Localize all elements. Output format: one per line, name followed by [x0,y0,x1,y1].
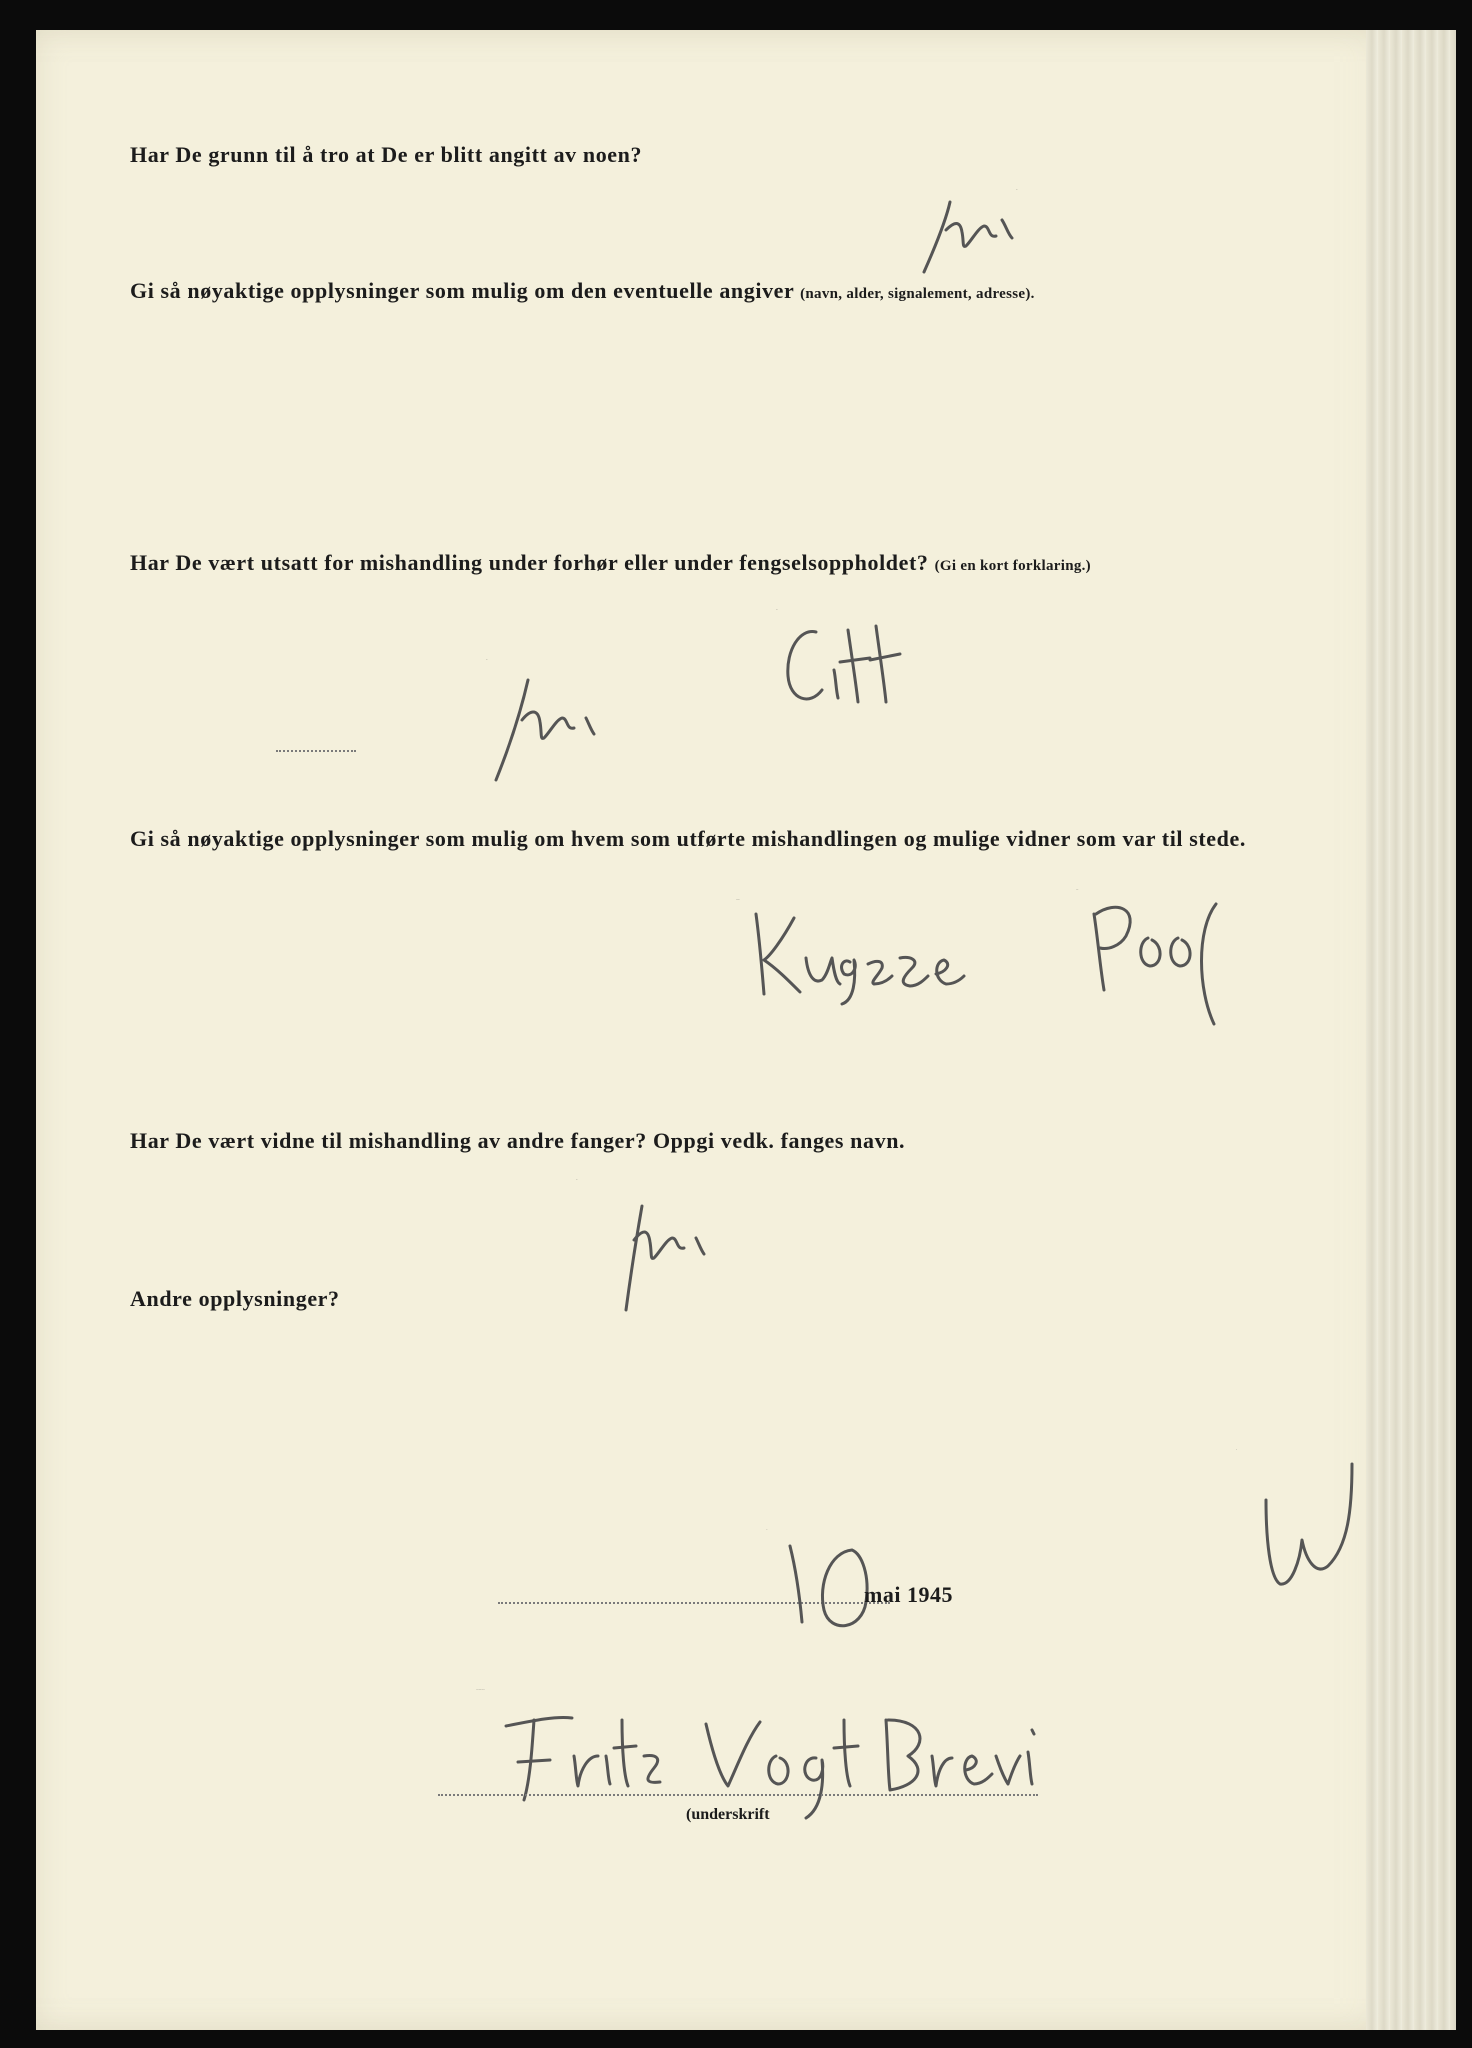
question-5: Har De vært vidne til mishandling av andre fanger? Oppgi vedk. fanges navn. [130,1128,906,1153]
question-6: Andre opplysninger? [130,1286,340,1311]
margin-initial-handwriting [1236,1450,1376,1600]
svg-text:Kugaze: Kugaze [736,900,740,901]
svg-text:nei: nei [486,660,488,661]
signature-line [438,1794,1038,1796]
svg-text:Pool: Pool [1076,890,1079,891]
question-4: Gi så nøyaktige opplysninger som mulig om hvem som utførte mishandlingen og mulige vidner som var til stede. [130,826,1246,851]
answer-3-left-handwriting [486,660,646,790]
answer-3-right-handwriting [776,610,956,720]
svg-text:Gift: Gift [776,610,778,611]
question-2-note: (navn, alder, signalement, adresse). [800,286,1035,302]
question-3-main: Har De vært utsatt for mishandling under forhør eller under fengselsoppholdet? [130,550,929,575]
question-1: Har De grunn til å tro at De er blitt angitt av noen? [130,142,643,167]
document-page [36,30,1456,2030]
svg-text:Fritz Vogt Brevik.: Fritz Vogt Brevik. [476,1690,485,1691]
answer-1-handwriting [916,190,1056,280]
question-3-note: (Gi en kort forklaring.) [934,558,1091,574]
signature-caption: (underskrift [686,1806,770,1823]
svg-text:nei: nei [576,1180,578,1181]
answer-4-right-handwriting [1076,890,1256,1040]
answer-1-text: nei [1016,190,1018,191]
question-2-main: Gi så nøyaktige opplysninger som mulig om den eventuelle angiver [130,278,795,303]
svg-text:W: W [1236,1450,1238,1451]
svg-text:10: 10 [766,1530,768,1531]
answer-4-left-handwriting [736,900,1006,1010]
question-2 [130,278,1035,304]
page-edge [1366,30,1456,2030]
faint-dotted-mark [276,750,356,752]
answer-5-handwriting [576,1180,756,1320]
date-month-year: mai 1945 [864,1582,953,1607]
question-3 [130,550,1091,576]
